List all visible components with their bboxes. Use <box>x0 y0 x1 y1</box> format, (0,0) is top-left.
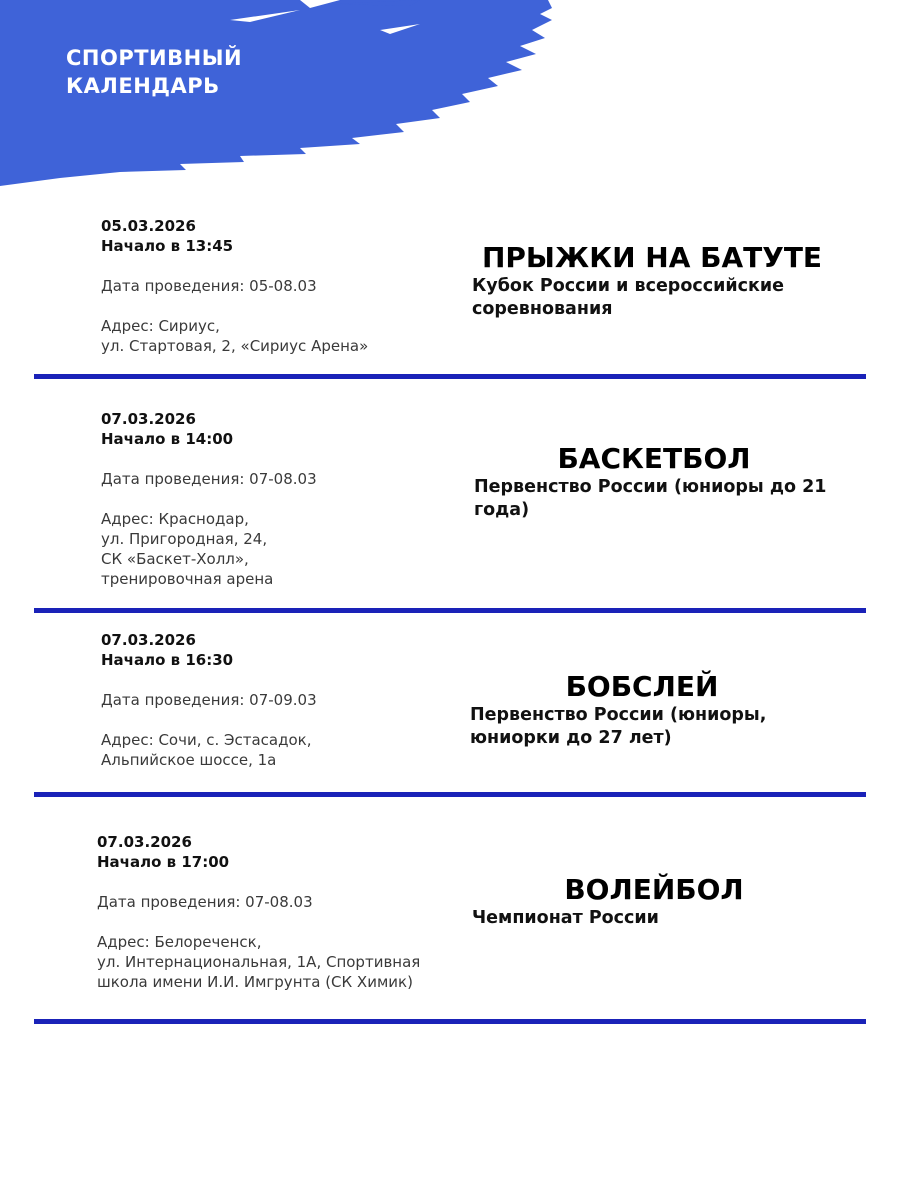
event-competition-line: Кубок России и всероссийские <box>472 276 785 296</box>
event-divider <box>34 374 866 379</box>
event-competition-line: Первенство России (юниоры до 21 <box>474 477 827 497</box>
event-competition-line: года) <box>474 500 530 520</box>
event-address-line: ул. Пригородная, 24, <box>101 530 268 548</box>
event-date: 05.03.2026 <box>101 217 196 235</box>
page-title-line-2: КАЛЕНДАРЬ <box>66 74 220 98</box>
event-address-line: ул. Интернациональная, 1А, Спортивная <box>97 953 421 971</box>
event-address-line: Адрес: Сочи, с. Эстасадок, <box>101 731 312 749</box>
event-sport: БАСКЕТБОЛ <box>557 442 751 475</box>
event-period: Дата проведения: 07-09.03 <box>101 691 317 709</box>
event-start-time: Начало в 14:00 <box>101 430 234 448</box>
event-competition-line: соревнования <box>472 299 613 319</box>
event-address-line: Адрес: Белореченск, <box>97 933 262 951</box>
event-competition-line: юниорки до 27 лет) <box>470 728 672 748</box>
event-sport: ПРЫЖКИ НА БАТУТЕ <box>481 241 823 274</box>
event-period: Дата проведения: 07-08.03 <box>101 470 317 488</box>
event-divider <box>34 1019 866 1024</box>
event-address-line: школа имени И.И. Имгрунта (СК Химик) <box>97 973 413 991</box>
page-title-line-1: СПОРТИВНЫЙ <box>66 46 243 70</box>
event-start-time: Начало в 13:45 <box>101 237 234 255</box>
event-start-time: Начало в 16:30 <box>101 651 234 669</box>
event-address-line: Адрес: Краснодар, <box>101 510 249 528</box>
event-date: 07.03.2026 <box>101 410 196 428</box>
event-address-line: Альпийское шоссе, 1а <box>101 751 277 769</box>
event-date: 07.03.2026 <box>101 631 196 649</box>
event-address-line: СК «Баскет-Холл», <box>101 550 249 568</box>
event-divider <box>34 608 866 613</box>
event-date: 07.03.2026 <box>97 833 192 851</box>
event-address-line: Адрес: Сириус, <box>101 317 220 335</box>
event-period: Дата проведения: 05-08.03 <box>101 277 317 295</box>
event-divider <box>34 792 866 797</box>
page-title <box>66 44 242 100</box>
event-competition-line: Чемпионат России <box>472 908 659 928</box>
event-address-line: тренировочная арена <box>101 570 274 588</box>
event-period: Дата проведения: 07-08.03 <box>97 893 313 911</box>
event-start-time: Начало в 17:00 <box>97 853 230 871</box>
event-sport: ВОЛЕЙБОЛ <box>564 873 744 906</box>
event-competition-line: Первенство России (юниоры, <box>470 705 767 725</box>
event-address-line: ул. Стартовая, 2, «Сириус Арена» <box>101 337 369 355</box>
event-sport: БОБСЛЕЙ <box>565 670 719 703</box>
